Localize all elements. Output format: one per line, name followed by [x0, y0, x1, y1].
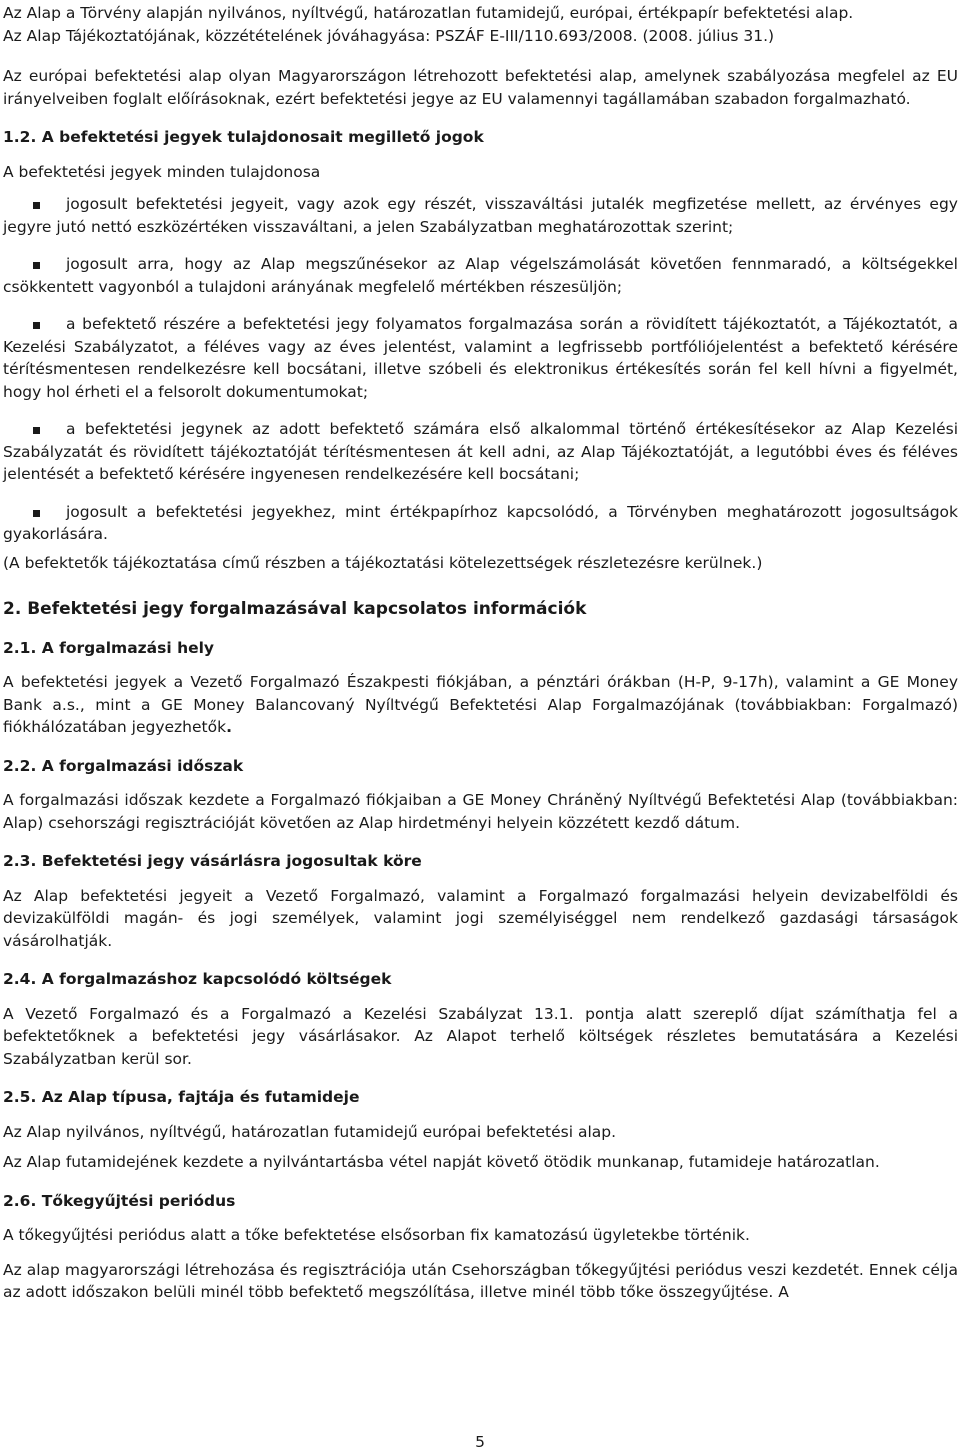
section-2-5-line-1: Az Alap nyilvános, nyíltvégű, határozatlan futamidejű európai befektetési alap.: [3, 1122, 617, 1141]
bullet-square-icon: [33, 322, 40, 329]
document-page: [3, 2, 958, 1304]
intro-line-2: Az Alap Tájékoztatójának, közzétételének jóváhagyása: PSZÁF E-III/110.693/2008. (2008. július 31.): [3, 26, 775, 45]
section-2-5-heading: 2.5. Az Alap típusa, fajtája és futamideje: [3, 1088, 360, 1106]
section-2-6-line-1: A tőkegyűjtési periódus alatt a tőke befektetése elsősorban fix kamatozású ügyletekbe történik.: [3, 1226, 750, 1244]
bullet-square-icon: [33, 427, 40, 434]
section-1-2-lead: A befektetési jegyek minden tulajdonosa: [3, 162, 321, 181]
intro-line-1: Az Alap a Törvény alapján nyilvános, nyíltvégű, határozatlan futamidejű, európai, értékpapír befektetési alap.: [3, 4, 854, 22]
section-1-2-note: (A befektetők tájékoztatása című részben a tájékoztatási kötelezettségek részletezésre kerülnek.): [3, 553, 763, 572]
list-item: a befektető részére a befektetési jegy folyamatos forgalmazása során a rövidített tájékoztatót, a Tájékoztatót, a Kezelési Szabályzatot, a féléves vagy az éves jelentést, valamint a legfrissebb portfóliójelentést a befektető kérésére térítésmentesen rendelkezésre kell bocsátani, illetve szóbeli és elektronikus értékesítés során fel kell hívni a figyelmét, hogy hol érheti el a felsorolt dokumentumokat;: [3, 315, 958, 401]
section-2-heading: 2. Befektetési jegy forgalmazásával kapcsolatos információk: [3, 599, 587, 619]
section-2-1-text: A befektetési jegyek a Vezető Forgalmazó Északpesti fiókjában, a pénztári órákban (H-P, 9-17h), valamint a GE Money Bank a.s., mint a GE Money Balancovaný Nyíltvégű Befektetési Alap Forgalmazójának (továbbiakban: Forgalmazó) fiókhálózatában jegyezhetők.: [3, 673, 958, 736]
list-item: a befektetési jegynek az adott befektető számára első alkalommal történő értékesítésekor az Alap Kezelési Szabályzatát és rövidített tájékoztatóját térítésmentesen át kell adni, az Alap Tájékoztatóját, a legutóbbi éves és féléves jelentését a befektető kérésére ingyenesen rendelkezésére kell bocsátani;: [3, 420, 958, 483]
section-2-4-text: A Vezető Forgalmazó és a Forgalmazó a Kezelési Szabályzat 13.1. pontja alatt szereplő díjat számíthatja fel a befektetőknek a befektetési jegy vásárlásakor. Az Alapot terhelő költségek részletes bemutatására a Kezelési Szabályzatban kerül sor.: [3, 1004, 958, 1068]
section-2-2-text: A forgalmazási időszak kezdete a Forgalmazó fiókjaiban a GE Money Chráněný Nyíltvégű Befektetési Alap (továbbiakban: Alap) csehországi regisztrációját követően az Alap hirdetményi helyein közzétett kezdő dátum.: [3, 791, 958, 832]
list-item: jogosult arra, hogy az Alap megszűnésekor az Alap végelszámolását követően fennmaradó, a költségekkel csökkentett vagyonból a tulajdoni arányának megfelelő mértékben részesüljön;: [3, 255, 958, 296]
section-2-3-heading: 2.3. Befektetési jegy vásárlásra jogosultak köre: [3, 852, 422, 870]
section-2-3-text: Az Alap befektetési jegyeit a Vezető Forgalmazó, valamint a Forgalmazó forgalmazási helyein devizabelföldi és devizakülföldi magán- és jogi személyek, valamint jogi személyiséggel nem rendelkező gazdasági társaságok vásárolhatják.: [3, 886, 958, 950]
bullet-square-icon: [33, 262, 40, 269]
page-number: 5: [475, 1433, 485, 1451]
section-2-5-line-2: Az Alap futamidejének kezdete a nyilvántartásba vétel napját követő ötödik munkanap, futamideje határozatlan.: [3, 1153, 880, 1171]
section-2-4-heading: 2.4. A forgalmazáshoz kapcsolódó költségek: [3, 970, 392, 988]
list-item: jogosult befektetési jegyeit, vagy azok egy részét, visszaváltási jutalék megfizetése mellett, az érvényes egy jegyre jutó nettó eszközértéken visszaváltani, a jelen Szabályzatban meghatározottak szerint;: [3, 195, 958, 236]
section-2-6-heading: 2.6. Tőkegyűjtési periódus: [3, 1191, 236, 1210]
rights-list: [3, 193, 958, 546]
section-2-2-heading: 2.2. A forgalmazási időszak: [3, 756, 244, 775]
section-2-1-heading: 2.1. A forgalmazási hely: [3, 638, 215, 657]
list-item: jogosult a befektetési jegyekhez, mint értékpapírhoz kapcsolódó, a Törvényben meghatározott jogosultságok gyakorlására.: [3, 502, 958, 543]
section-1-2-heading: 1.2. A befektetési jegyek tulajdonosait megillető jogok: [3, 128, 484, 146]
bullet-square-icon: [33, 510, 40, 517]
section-2-6-paragraph: Az alap magyarországi létrehozása és regisztrációja után Csehországban tőkegyűjtési periódus veszi kezdetét. Ennek célja az adott időszakon belüli minél több befektető megszólítása, illetve minél több tőke összegyűjtése. A: [3, 1260, 958, 1301]
intro-paragraph: Az európai befektetési alap olyan Magyarországon létrehozott befektetési alap, amelynek szabályozása megfelel az EU irányelveiben foglalt előírásoknak, ezért befektetési jegye az EU valamennyi tagállamában szabadon forgalmazható.: [3, 67, 958, 108]
bullet-square-icon: [33, 202, 40, 209]
